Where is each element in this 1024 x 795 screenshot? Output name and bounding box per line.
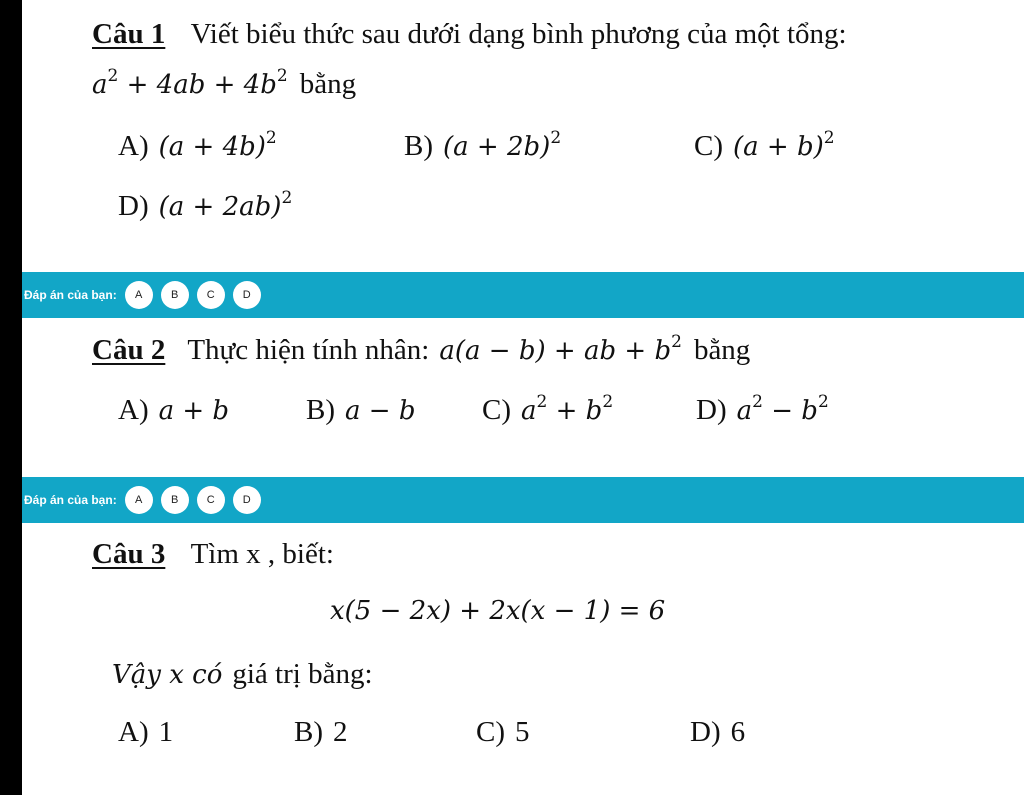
answer-1-choice-d[interactable]: D [233, 281, 261, 309]
question-3-option-c[interactable] [476, 718, 530, 747]
option-label: D) [690, 716, 721, 748]
question-1-prompt: Viết biểu thức sau dưới dạng bình phương của một tổng: [190, 18, 847, 50]
question-3-header [92, 540, 334, 569]
left-black-edge [0, 0, 22, 795]
question-2-math: a(a − b) + ab + $b^2$ [439, 332, 682, 366]
option-b-math: a − b [345, 396, 416, 426]
question-2-header [92, 332, 751, 366]
question-3-number: Câu 3 [92, 538, 166, 570]
question-3-followup-math: Vậy x có [112, 660, 223, 690]
question-1-header [92, 20, 847, 49]
question-3-prompt: Tìm x , biết: [190, 538, 334, 570]
answer-bar-1 [22, 272, 1024, 318]
question-1-expr-suffix: bằng [299, 68, 357, 100]
answer-2-choice-d[interactable]: D [233, 486, 261, 514]
question-1-math: $a^2 + 4ab + 4b^2$ [92, 66, 288, 100]
option-value: 1 [158, 716, 174, 748]
option-label: A) [118, 716, 149, 748]
question-2-option-b[interactable] [306, 396, 415, 425]
option-d-math: $(a + 2ab)^2$ [158, 188, 293, 222]
option-label: B) [306, 394, 335, 426]
answer-1-choice-b[interactable]: B [161, 281, 189, 309]
question-2-number: Câu 2 [92, 334, 166, 366]
option-value: 5 [515, 716, 530, 748]
option-label: B) [294, 716, 323, 748]
option-label: A) [118, 130, 149, 162]
answer-2-choice-c[interactable]: C [197, 486, 225, 514]
option-c-math: $(a + b)^2$ [733, 128, 835, 162]
option-label: C) [482, 394, 511, 426]
option-label: B) [404, 130, 433, 162]
answer-bar-label: Đáp án của bạn: [24, 288, 117, 302]
option-value: 2 [333, 716, 348, 748]
question-3-option-b[interactable] [294, 718, 348, 747]
option-a-math: $(a + 4b)^2$ [158, 128, 277, 162]
answer-1-choice-a[interactable]: A [125, 281, 153, 309]
option-label: A) [118, 394, 149, 426]
question-1-option-c[interactable] [694, 128, 835, 162]
question-2-option-d[interactable] [696, 392, 829, 426]
question-1-option-b[interactable] [404, 128, 562, 162]
option-label: C) [476, 716, 505, 748]
option-label: C) [694, 130, 723, 162]
question-3-option-d[interactable] [690, 718, 745, 747]
question-3-followup [112, 660, 373, 689]
question-3-followup-text: giá trị bằng: [232, 658, 373, 690]
option-a-math: a + b [158, 396, 230, 426]
question-1-option-d[interactable] [118, 188, 293, 222]
answer-bar-label: Đáp án của bạn: [24, 493, 117, 507]
option-c-math: $a^2 + b^2$ [521, 392, 614, 426]
question-2-option-a[interactable] [118, 396, 229, 425]
option-label: D) [696, 394, 727, 426]
answer-1-choice-c[interactable]: C [197, 281, 225, 309]
question-3-equation: x(5 − 2x) + 2x(x − 1) = 6 [330, 596, 666, 626]
option-label: D) [118, 190, 149, 222]
option-value: 6 [730, 716, 746, 748]
question-2-option-c[interactable] [482, 392, 614, 426]
question-1-expression [92, 66, 357, 100]
option-b-math: $(a + 2b)^2$ [443, 128, 562, 162]
question-2-prompt: Thực hiện tính nhân: [187, 334, 430, 366]
question-2-expr-suffix: bằng [693, 334, 751, 366]
answer-2-choice-b[interactable]: B [161, 486, 189, 514]
option-d-math: $a^2 - b^2$ [736, 392, 829, 426]
answer-2-choice-a[interactable]: A [125, 486, 153, 514]
question-1-option-a[interactable] [118, 128, 277, 162]
question-1-number: Câu 1 [92, 18, 166, 50]
answer-bar-2 [22, 477, 1024, 523]
question-3-option-a[interactable] [118, 718, 173, 747]
